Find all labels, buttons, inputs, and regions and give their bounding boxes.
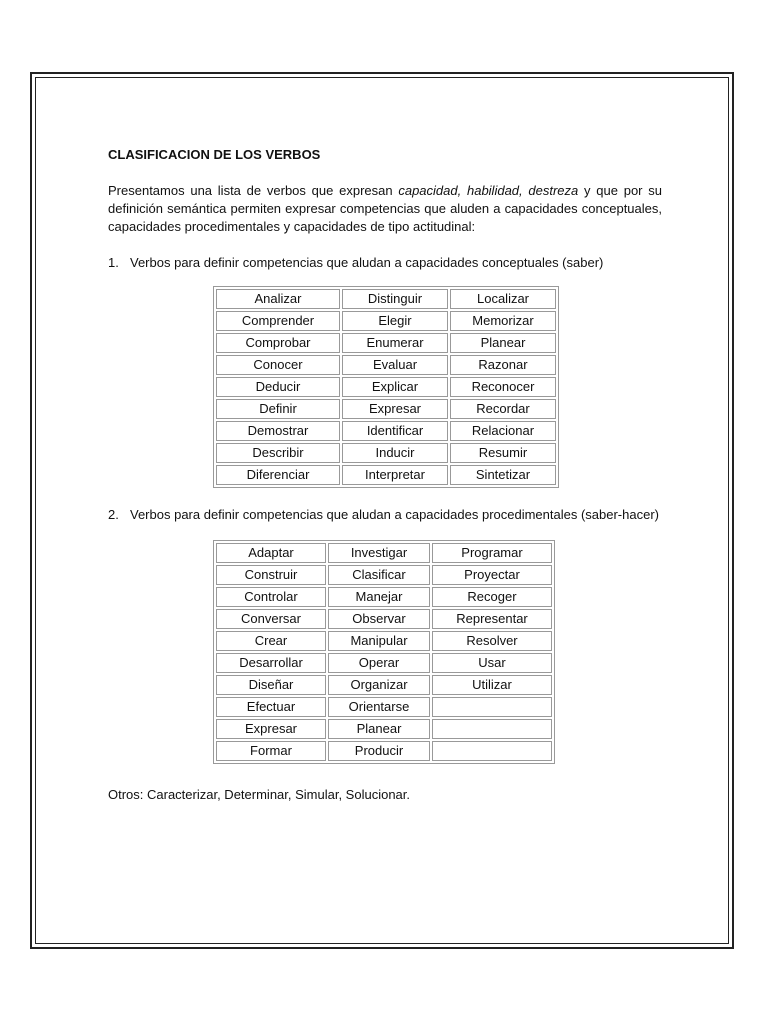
intro-text-end: y que por su definición semántica permiten expresar competencias que aluden a capacidades conceptuales, capacidades procedimentales y capacidades de tipo actitudinal: [108, 183, 662, 234]
section-2-number: 2. [108, 507, 119, 522]
document-content [108, 146, 662, 817]
table-row [216, 719, 552, 739]
table-cell: Evaluar [342, 355, 448, 375]
table-cell: Programar [432, 543, 552, 563]
table-row [216, 697, 552, 717]
table-row [216, 377, 556, 397]
section-1-heading [108, 254, 662, 272]
table-cell: Elegir [342, 311, 448, 331]
table-cell: Comprobar [216, 333, 340, 353]
table-cell: Identificar [342, 421, 448, 441]
table-cell: Demostrar [216, 421, 340, 441]
table-cell: Expresar [216, 719, 326, 739]
table-cell: Usar [432, 653, 552, 673]
table-cell: Expresar [342, 399, 448, 419]
table-row [216, 333, 556, 353]
table-cell: Efectuar [216, 697, 326, 717]
table-cell: Memorizar [450, 311, 556, 331]
table-cell: Localizar [450, 289, 556, 309]
section-1-number: 1. [108, 255, 119, 270]
table-cell: Construir [216, 565, 326, 585]
table-cell: Inducir [342, 443, 448, 463]
table-cell: Proyectar [432, 565, 552, 585]
table-cell [432, 741, 552, 761]
table-cell: Organizar [328, 675, 430, 695]
table-cell: Conocer [216, 355, 340, 375]
table-cell: Analizar [216, 289, 340, 309]
table-cell: Recoger [432, 587, 552, 607]
table-cell: Adaptar [216, 543, 326, 563]
table-cell: Resumir [450, 443, 556, 463]
table-cell: Distinguir [342, 289, 448, 309]
table-cell: Manipular [328, 631, 430, 651]
table-cell: Enumerar [342, 333, 448, 353]
table-row [216, 631, 552, 651]
table-cell: Razonar [450, 355, 556, 375]
intro-text-italic: capacidad, habilidad, destreza [398, 183, 579, 198]
table-row [216, 443, 556, 463]
table-cell: Utilizar [432, 675, 552, 695]
table-cell: Planear [328, 719, 430, 739]
others-line: Otros: Caracterizar, Determinar, Simular, Solucionar. [108, 787, 411, 802]
table-cell: Resolver [432, 631, 552, 651]
table-cell: Operar [328, 653, 430, 673]
table-row [216, 465, 556, 485]
table-cell: Diseñar [216, 675, 326, 695]
table-row [216, 741, 552, 761]
table-cell: Reconocer [450, 377, 556, 397]
table-cell: Clasificar [328, 565, 430, 585]
table-row [216, 609, 552, 629]
intro-text-start: Presentamos una lista de verbos que expresan [108, 183, 399, 198]
section-1-heading-text: Verbos para definir competencias que aludan a capacidades conceptuales (saber) [130, 255, 604, 270]
table-cell: Diferenciar [216, 465, 340, 485]
table-cell: Relacionar [450, 421, 556, 441]
table-cell: Conversar [216, 609, 326, 629]
table-cell: Sintetizar [450, 465, 556, 485]
procedural-verbs-table [213, 540, 555, 764]
table-cell: Deducir [216, 377, 340, 397]
table-row [216, 289, 556, 309]
table-cell: Observar [328, 609, 430, 629]
table-row [216, 653, 552, 673]
conceptual-verbs-table [213, 286, 559, 488]
intro-paragraph [108, 182, 662, 236]
table-cell: Definir [216, 399, 340, 419]
table-cell: Comprender [216, 311, 340, 331]
table-cell: Controlar [216, 587, 326, 607]
table-row [216, 587, 552, 607]
table-row [216, 565, 552, 585]
table-row [216, 543, 552, 563]
document-title: CLASIFICACION DE LOS VERBOS [108, 147, 321, 162]
table-cell: Crear [216, 631, 326, 651]
table-row [216, 399, 556, 419]
table-cell: Producir [328, 741, 430, 761]
section-2-heading [108, 506, 662, 524]
table-cell: Describir [216, 443, 340, 463]
table-cell: Orientarse [328, 697, 430, 717]
table-cell: Manejar [328, 587, 430, 607]
table-cell: Investigar [328, 543, 430, 563]
table-cell: Desarrollar [216, 653, 326, 673]
table-cell: Explicar [342, 377, 448, 397]
table-cell: Interpretar [342, 465, 448, 485]
table-cell [432, 719, 552, 739]
table-cell: Representar [432, 609, 552, 629]
table-row [216, 355, 556, 375]
table-cell: Planear [450, 333, 556, 353]
table-row [216, 675, 552, 695]
table-cell: Formar [216, 741, 326, 761]
section-2-heading-text: Verbos para definir competencias que aludan a capacidades procedimentales (saber-hacer) [130, 507, 659, 522]
table-cell: Recordar [450, 399, 556, 419]
table-row [216, 311, 556, 331]
table-row [216, 421, 556, 441]
table-cell [432, 697, 552, 717]
